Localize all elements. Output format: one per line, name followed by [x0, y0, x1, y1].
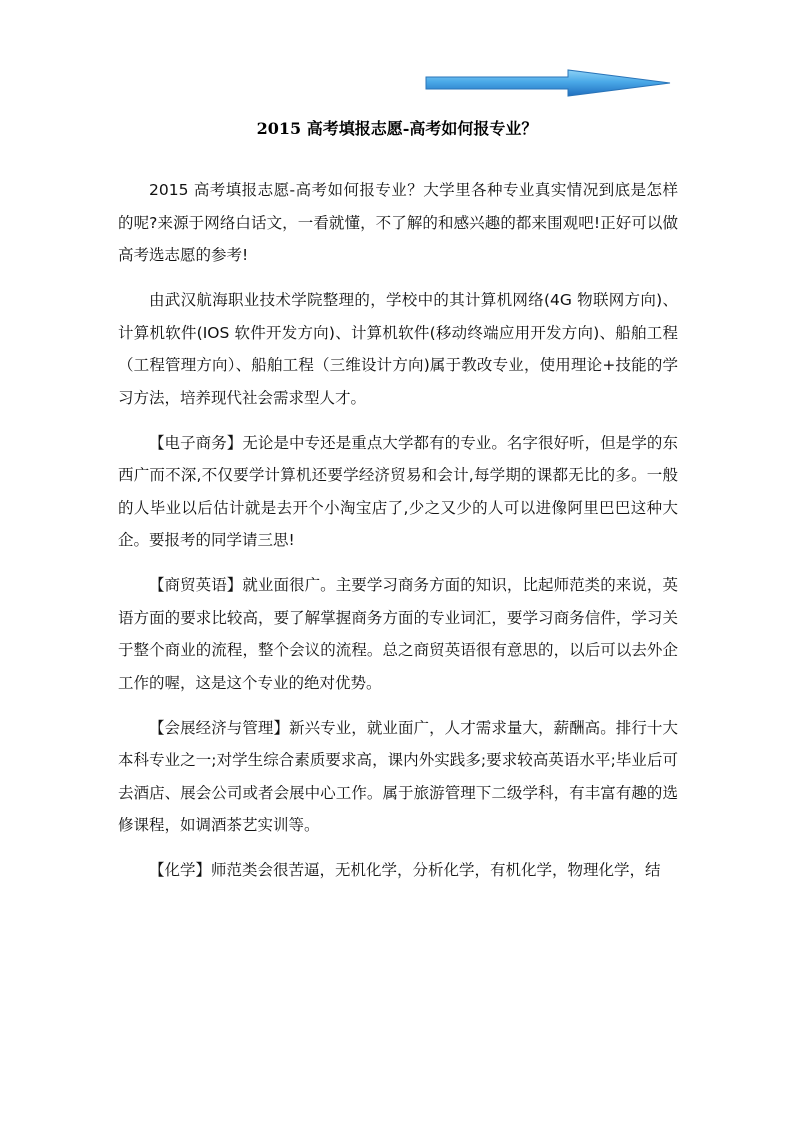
right-arrow-icon — [424, 68, 672, 98]
paragraph-intro: 2015 高考填报志愿-高考如何报专业？大学里各种专业真实情况到底是怎样的呢?来源于网络白话文，一看就懂，不了解的和感兴趣的都来围观吧!正好可以做高考选志愿的参考! — [118, 181, 678, 264]
paragraph-business-english: 【商贸英语】就业面很广。主要学习商务方面的知识，比起师范类的来说，英语方面的要求比较高，要了解掌握商务方面的专业词汇，要学习商务信件，学习关于整个商业的流程，整个会议的流程。总之商贸英语很有意思的，以后可以去外企工作的喔，这是这个专业的绝对优势。 — [118, 576, 678, 692]
paragraph-chemistry: 【化学】师范类会很苦逼，无机化学，分析化学，有机化学，物理化学，结 — [149, 861, 661, 879]
paragraph-exhibition-economy: 【会展经济与管理】新兴专业，就业面广，人才需求量大，薪酬高。排行十大本科专业之一;对学生综合素质要求高，课内外实践多;要求较高英语水平;毕业后可去酒店、展会公司或者会展中心工作。属于旅游管理下二级学科，有丰富有趣的选修课程，如调酒茶艺实训等。 — [118, 718, 678, 834]
document-body — [118, 174, 678, 899]
paragraph-school: 由武汉航海职业技术学院整理的，学校中的其计算机网络(4G 物联网方向)、计算机软件(IOS 软件开发方向)、计算机软件(移动终端应用开发方向)、船舶工程（工程管理方向）、船舶工程（三维设计方向)属于教改专业，使用理论+技能的学习方法，培养现代社会需求型人才。 — [118, 291, 678, 407]
document-title: 2015 高考填报志愿-高考如何报专业？ — [256, 119, 538, 138]
paragraph-ecommerce: 【电子商务】无论是中专还是重点大学都有的专业。名字很好听，但是学的东西广而不深,不仅要学计算机还要学经济贸易和会计,每学期的课都无比的多。一般的人毕业以后估计就是去开个小淘宝店了,少之又少的人可以进像阿里巴巴这种大企。要报考的同学请三思! — [118, 433, 678, 549]
